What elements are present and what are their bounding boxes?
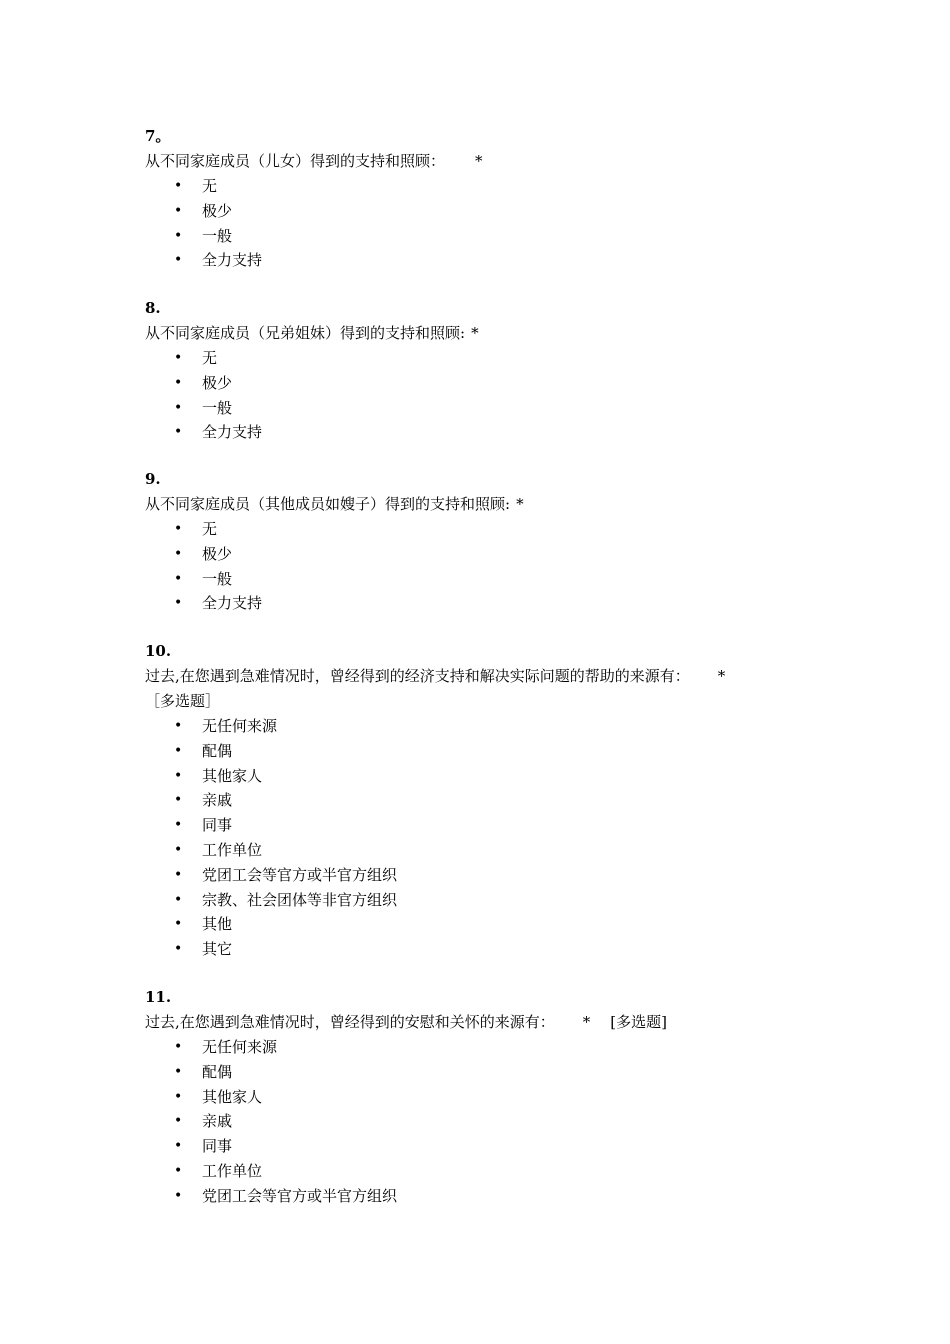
option-label: 其他	[202, 915, 233, 934]
bullet-icon: •	[174, 891, 183, 908]
question-11	[145, 985, 825, 1209]
bullet-icon: •	[174, 718, 183, 734]
option-label: 亲戚	[202, 791, 233, 810]
bullet-icon: •	[174, 1039, 183, 1055]
option-label: 极少	[202, 201, 233, 220]
option-label: 配偶	[202, 1062, 233, 1081]
option-item[interactable]	[145, 248, 825, 273]
bullet-icon: •	[174, 817, 183, 834]
question-7	[145, 124, 825, 273]
option-item[interactable]	[145, 863, 825, 888]
bullet-icon: •	[174, 350, 183, 366]
option-item[interactable]	[145, 199, 825, 224]
option-item[interactable]	[145, 396, 825, 421]
bullet-icon: •	[174, 916, 183, 933]
option-label: 配偶	[202, 741, 233, 760]
option-item[interactable]	[145, 764, 825, 789]
question-number: 9.	[145, 470, 161, 488]
option-label: 无	[202, 349, 218, 367]
option-label: 一般	[202, 398, 233, 417]
option-item[interactable]	[145, 888, 825, 913]
question-number: 8.	[145, 299, 161, 317]
bullet-icon: •	[174, 866, 183, 883]
bullet-icon: •	[174, 178, 183, 194]
option-label: 无	[202, 177, 218, 195]
question-text	[145, 149, 825, 174]
option-item[interactable]	[145, 346, 825, 371]
question-prompt: 从不同家庭成员（兄弟姐妹）得到的支持和照顾:	[145, 324, 466, 342]
required-marker: *	[717, 667, 726, 685]
question-text	[145, 664, 825, 689]
option-label: 党团工会等官方或半官方组织	[202, 1186, 398, 1205]
option-label: 同事	[202, 1137, 233, 1156]
bullet-icon: •	[174, 595, 183, 612]
question-type-label: [多选题]	[610, 1013, 667, 1031]
option-label: 党团工会等官方或半官方组织	[202, 865, 398, 884]
option-item[interactable]	[145, 1109, 825, 1134]
option-label: 同事	[202, 816, 233, 835]
bullet-icon: •	[174, 1187, 183, 1204]
option-list	[145, 517, 825, 616]
option-item[interactable]	[145, 788, 825, 813]
option-item[interactable]	[145, 1060, 825, 1085]
option-list	[145, 174, 825, 273]
option-label: 极少	[202, 544, 233, 563]
bullet-icon: •	[174, 1063, 183, 1080]
option-item[interactable]	[145, 517, 825, 542]
bullet-icon: •	[174, 742, 183, 759]
option-item[interactable]	[145, 224, 825, 249]
bullet-icon: •	[174, 941, 183, 958]
required-marker: *	[471, 324, 479, 342]
option-label: 其它	[202, 940, 233, 959]
option-item[interactable]	[145, 937, 825, 962]
bullet-icon: •	[174, 252, 183, 269]
option-label: 无任何来源	[202, 1038, 278, 1056]
bullet-icon: •	[174, 424, 183, 441]
bullet-icon: •	[174, 1113, 183, 1130]
option-item[interactable]	[145, 591, 825, 616]
required-marker: *	[582, 1013, 591, 1031]
option-item[interactable]	[145, 1134, 825, 1159]
bullet-icon: •	[174, 1088, 183, 1105]
question-text	[145, 492, 825, 517]
option-label: 全力支持	[202, 251, 263, 270]
bullet-icon: •	[174, 1138, 183, 1155]
bullet-icon: •	[174, 841, 183, 858]
question-8	[145, 296, 825, 445]
option-list	[145, 346, 825, 445]
option-item[interactable]	[145, 714, 825, 739]
bullet-icon: •	[174, 202, 183, 219]
option-item[interactable]	[145, 1159, 825, 1184]
question-number: 7。	[145, 127, 171, 145]
option-item[interactable]	[145, 174, 825, 199]
question-text	[145, 321, 825, 346]
bullet-icon: •	[174, 545, 183, 562]
option-label: 工作单位	[202, 840, 263, 859]
question-type-label: ［多选题］	[145, 692, 221, 710]
bullet-icon: •	[174, 399, 183, 416]
option-label: 无任何来源	[202, 717, 278, 735]
bullet-icon: •	[174, 570, 183, 587]
option-label: 无	[202, 520, 218, 538]
bullet-icon: •	[174, 1162, 183, 1179]
bullet-icon: •	[174, 374, 183, 391]
required-marker: *	[475, 152, 483, 170]
option-label: 亲戚	[202, 1112, 233, 1131]
option-label: 极少	[202, 373, 233, 392]
option-item[interactable]	[145, 912, 825, 937]
option-item[interactable]	[145, 838, 825, 863]
option-label: 其他家人	[202, 1087, 263, 1106]
bullet-icon: •	[174, 792, 183, 809]
question-number: 11.	[145, 988, 172, 1006]
option-label: 工作单位	[202, 1161, 263, 1180]
question-number: 10.	[145, 642, 172, 660]
option-list	[145, 1035, 825, 1209]
question-prompt: 过去,在您遇到急难情况时，曾经得到的安慰和关怀的来源有：	[145, 1013, 555, 1031]
question-prompt: 从不同家庭成员（其他成员如嫂子）得到的支持和照顾:	[145, 495, 511, 513]
bullet-icon: •	[174, 521, 183, 537]
option-label: 宗教、社会团体等非官方组织	[202, 890, 398, 909]
bullet-icon: •	[174, 767, 183, 784]
option-list	[145, 714, 825, 962]
option-item[interactable]	[145, 1035, 825, 1060]
option-label: 全力支持	[202, 423, 263, 442]
option-label: 一般	[202, 226, 233, 245]
option-item[interactable]	[145, 371, 825, 396]
option-item[interactable]	[145, 813, 825, 838]
question-prompt: 过去,在您遇到急难情况时，曾经得到的经济支持和解决实际问题的帮助的来源有：	[145, 667, 690, 685]
required-marker: *	[516, 495, 524, 513]
bullet-icon: •	[174, 227, 183, 244]
question-10	[145, 639, 825, 962]
question-prompt: 从不同家庭成员（儿女）得到的支持和照顾：	[145, 152, 446, 170]
option-label: 其他家人	[202, 766, 263, 785]
option-item[interactable]	[145, 542, 825, 567]
option-label: 一般	[202, 569, 233, 588]
option-item[interactable]	[145, 1184, 825, 1209]
option-item[interactable]	[145, 567, 825, 592]
question-9	[145, 467, 825, 616]
option-item[interactable]	[145, 1085, 825, 1110]
question-text	[145, 1010, 825, 1035]
option-label: 全力支持	[202, 594, 263, 613]
option-item[interactable]	[145, 420, 825, 445]
option-item[interactable]	[145, 739, 825, 764]
